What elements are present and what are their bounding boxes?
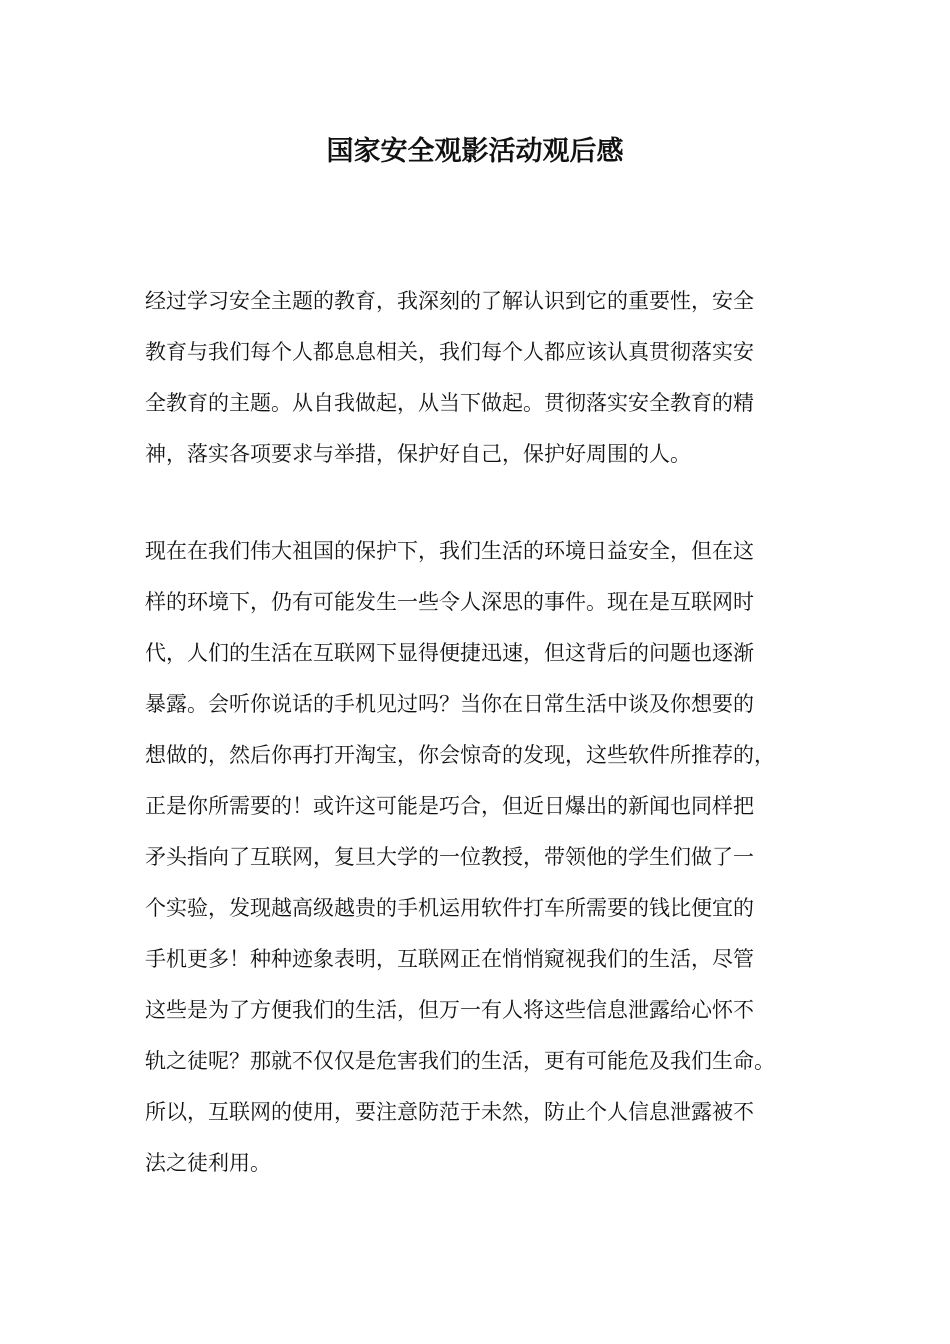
paragraph-2 <box>145 526 845 1189</box>
paragraph-line: 暴露。会听你说话的手机见过吗？当你在日常生活中谈及你想要的 <box>145 692 754 716</box>
paragraph-line: 神，落实各项要求与举措，保护好自己，保护好周围的人。 <box>145 442 691 466</box>
paragraph-line: 样的环境下，仍有可能发生一些令人深思的事件。现在是互联网时 <box>145 590 754 614</box>
paragraph-line: 现在在我们伟大祖国的保护下，我们生活的环境日益安全，但在这 <box>145 539 754 563</box>
paragraph-line: 矛头指向了互联网，复旦大学的一位教授，带领他的学生们做了一 <box>145 845 754 869</box>
paragraph-line: 全教育的主题。从自我做起，从当下做起。贯彻落实安全教育的精 <box>145 391 754 415</box>
paragraph-line: 正是你所需要的！或许这可能是巧合，但近日爆出的新闻也同样把 <box>145 794 754 818</box>
paragraph-line: 法之徒利用。 <box>145 1151 271 1175</box>
document-title: 国家安全观影活动观后感 <box>326 136 624 167</box>
paragraph-line: 教育与我们每个人都息息相关，我们每个人都应该认真贯彻落实安 <box>145 340 754 364</box>
paragraph-line: 经过学习安全主题的教育，我深刻的了解认识到它的重要性，安全 <box>145 289 754 313</box>
paragraph-1 <box>145 276 845 480</box>
paragraph-line: 所以，互联网的使用，要注意防范于未然，防止个人信息泄露被不 <box>145 1100 754 1124</box>
paragraph-line: 这些是为了方便我们的生活，但万一有人将这些信息泄露给心怀不 <box>145 998 754 1022</box>
paragraph-line: 个实验，发现越高级越贵的手机运用软件打车所需要的钱比便宜的 <box>145 896 754 920</box>
paragraph-line: 想做的，然后你再打开淘宝，你会惊奇的发现，这些软件所推荐的， <box>145 743 775 767</box>
paragraph-line: 手机更多！种种迹象表明，互联网正在悄悄窥视我们的生活，尽管 <box>145 947 754 971</box>
paragraph-line: 轨之徒呢？那就不仅仅是危害我们的生活，更有可能危及我们生命。 <box>145 1049 775 1073</box>
paragraph-line: 代，人们的生活在互联网下显得便捷迅速，但这背后的问题也逐渐 <box>145 641 754 665</box>
